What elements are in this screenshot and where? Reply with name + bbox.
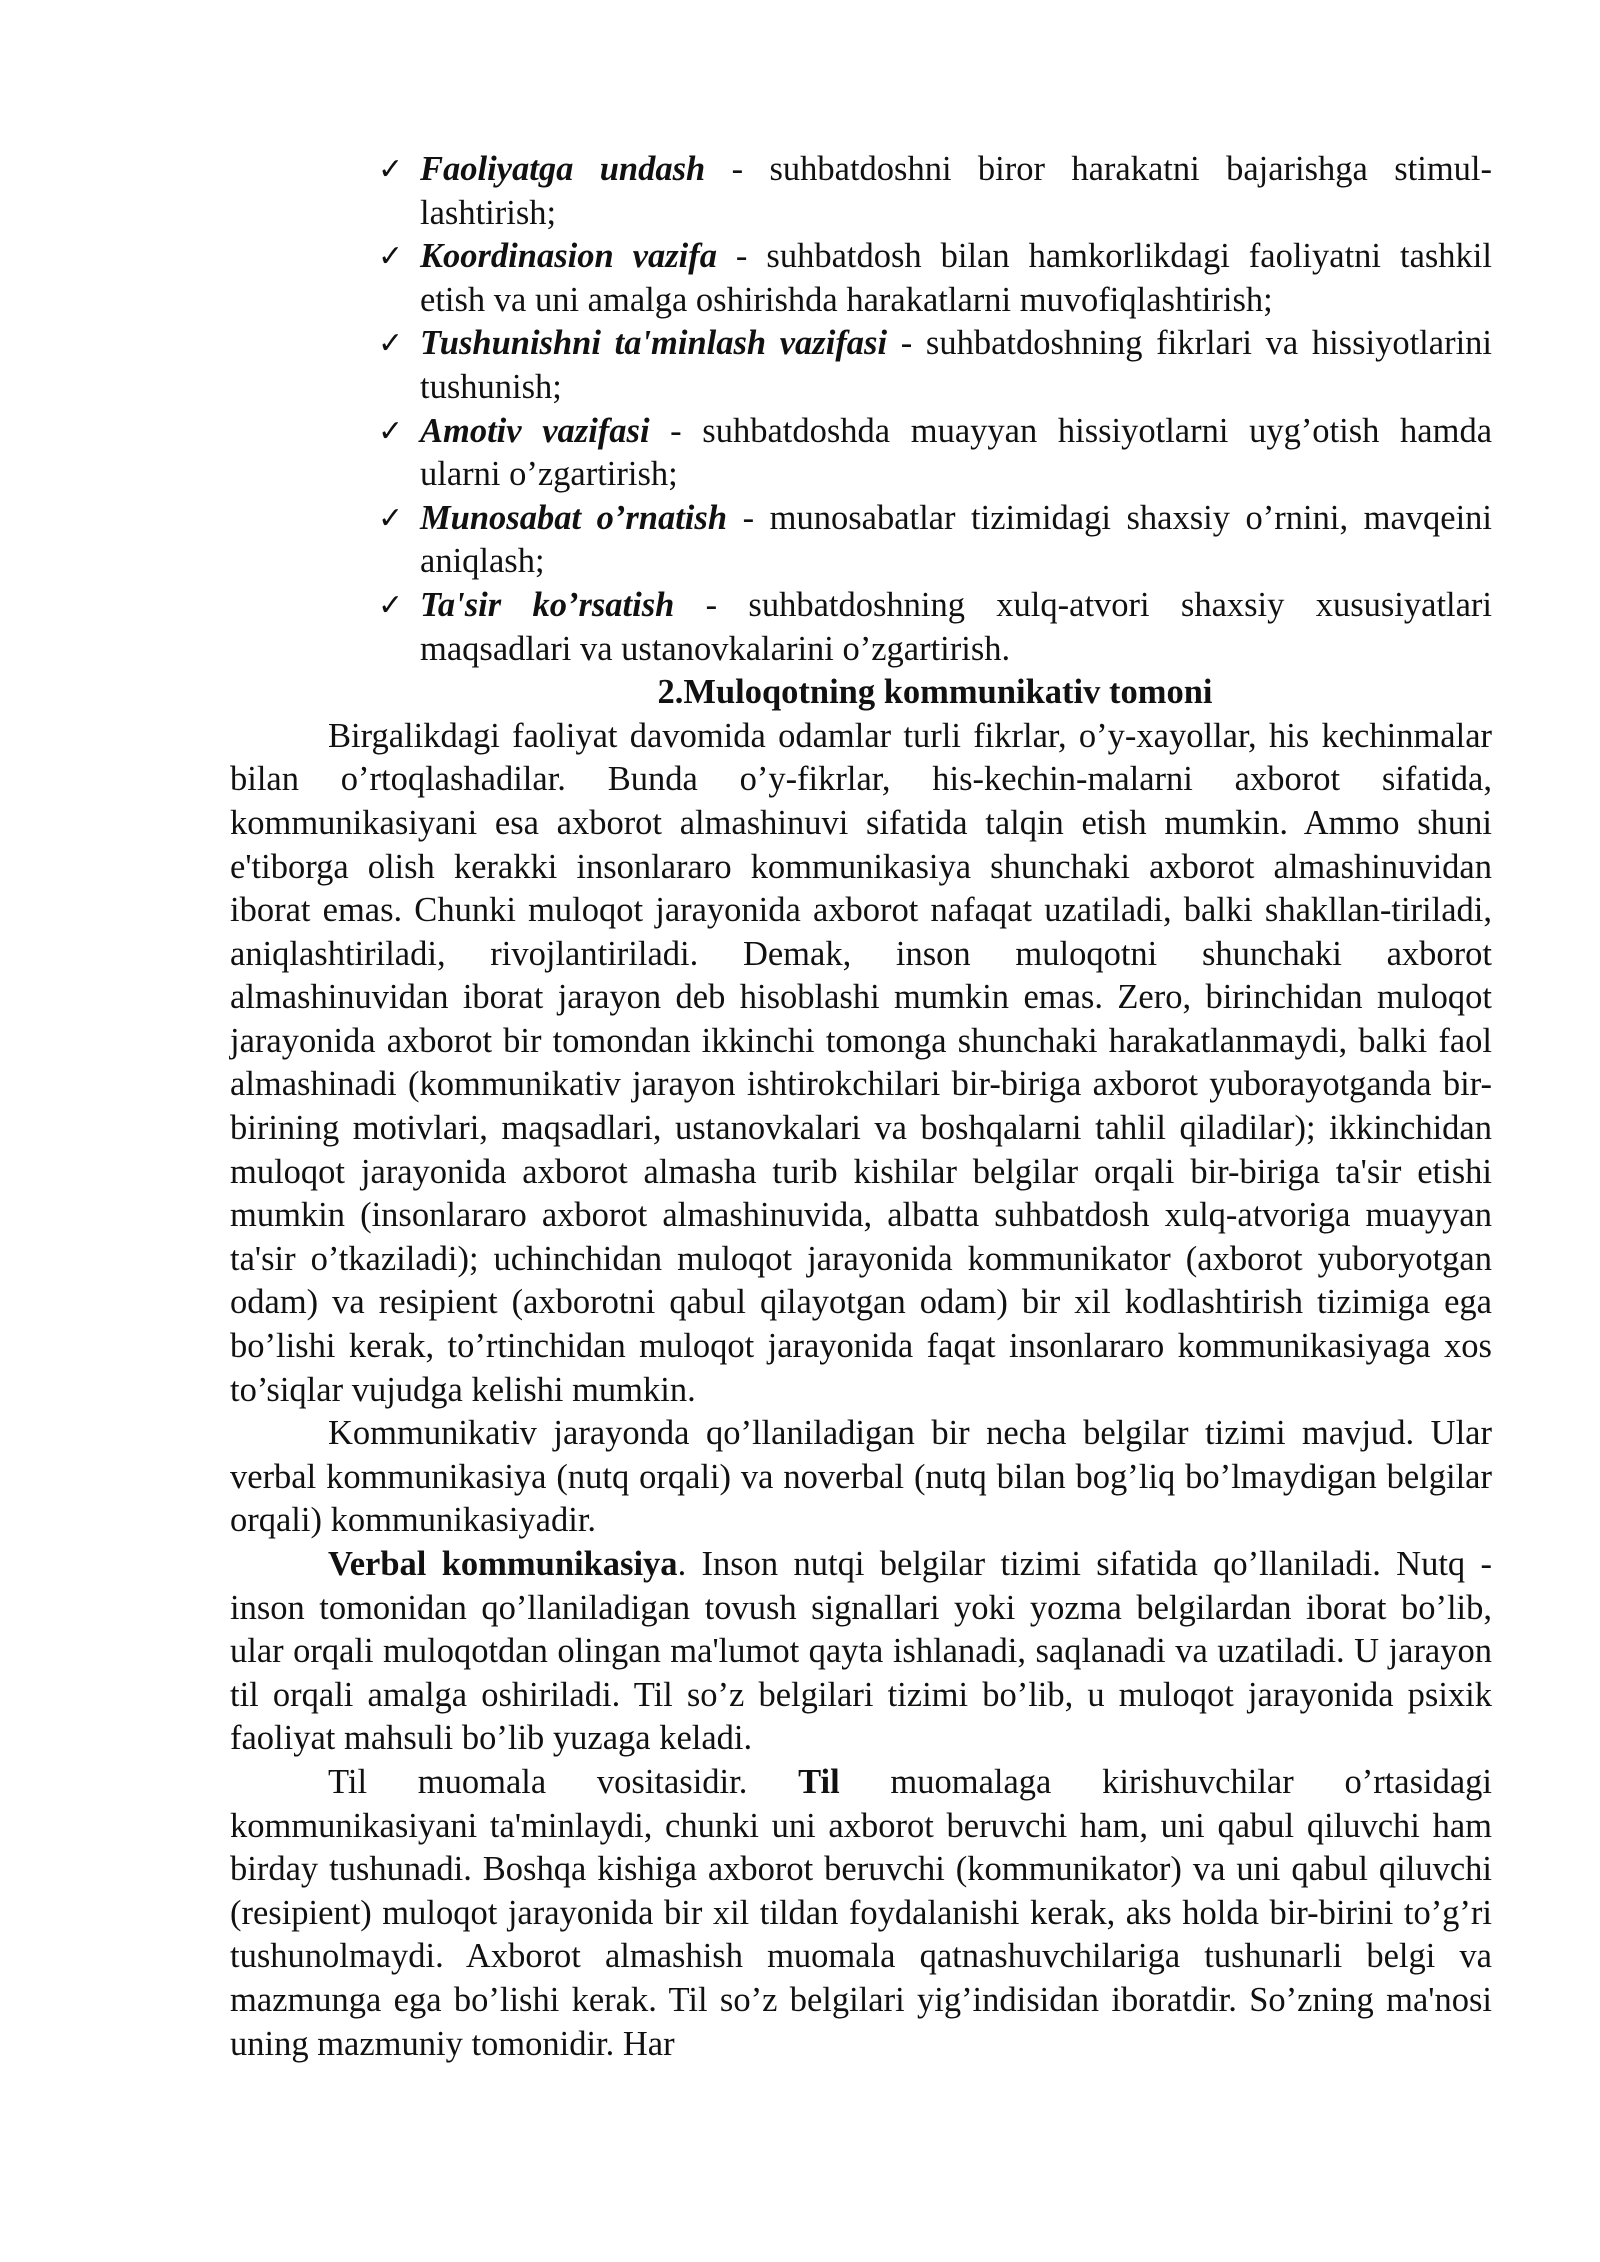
list-item <box>378 148 1492 235</box>
checkmark-icon: ✓ <box>378 239 404 275</box>
list-item-term: Koordinasion vazifa <box>420 237 717 276</box>
checkmark-icon: ✓ <box>378 413 404 449</box>
paragraph-1: Birgalikdagi faoliyat davomida odamlar turli fikrlar, o’y-xayollar, his kechinmalar bilan o’rtoqlashadilar. Bunda o’y-fikrlar, his-kechin-malarni axborot sifatida, kommunikasiyani esa axborot almashinuvi sifatida talqin etish mumkin. Ammo shuni e'tiborga olish kerakki insonlararo kommunikasiya shunchaki axborot almashinuvidan iborat emas. Chunki muloqot jarayonida axborot nafaqat uzatiladi, balki shakllan-tiriladi, aniqlashtiriladi, rivojlantiriladi. Demak, inson muloqotni shunchaki axborot almashinuvidan iborat jarayon deb hisoblashi mumkin emas. Zero, birinchidan muloqot jarayonida axborot bir tomondan ikkinchi tomonga shunchaki harakatlanmaydi, balki faol almashinadi (kommunikativ jarayon ishtirokchilari bir-biriga axborot yuborayotganda bir-birining motivlari, maqsadlari, ustanovkalari va boshqalarni tahlil qiladilar); ikkinchidan muloqot jarayonida axborot almasha turib kishilar belgilar orqali bir-biriga ta'sir etishi mumkin (insonlararo axborot almashinuvida, albatta suhbatdosh xulq-atvoriga muayyan ta'sir o’tkaziladi); uchinchidan muloqot jarayonida kommunikator (axborot yuboryotgan odam) va resipient (axborotni qabul qilayotgan odam) bir xil kodlashtirish tizimiga ega bo’lishi kerak, to’rtinchidan muloqot jarayonida faqat insonlararo kommunikasiyaga xos to’siqlar vujudga kelishi mumkin. <box>230 716 1492 1409</box>
paragraph-4 <box>230 1761 1492 2066</box>
paragraph-4-start: Til muomala vositasidir. <box>328 1762 799 1801</box>
paragraph-3 <box>230 1543 1492 1761</box>
list-item <box>378 497 1492 584</box>
list-item-text: - suhbatdosh bilan hamkorlikdagi faoliyatni tashkil etish va uni amalga oshirishda harakatlarni muvofiqlashtirish; <box>420 237 1492 319</box>
checkmark-icon: ✓ <box>378 326 404 362</box>
list-item-text: - suhbatdoshda muayyan hissiyotlarni uyg’otish hamda ularni o’zgartirish; <box>420 411 1493 494</box>
list-item-term: Ta'sir ko’rsatish <box>420 585 675 624</box>
checkmark-icon: ✓ <box>378 500 404 536</box>
paragraph-2: Kommunikativ jarayonda qo’llaniladigan bir necha belgilar tizimi mavjud. Ular verbal kommunikasiya (nutq orqali) va noverbal (nutq bilan bog’liq bo’lmaydigan belgilar orqali) kommunikasiyadir. <box>230 1414 1492 1540</box>
checkmark-icon: ✓ <box>378 587 404 623</box>
paragraph-4-bold-term: Til <box>798 1762 840 1801</box>
function-list <box>378 148 1492 671</box>
list-item <box>378 322 1492 409</box>
page-content <box>230 148 1492 2066</box>
list-item <box>378 235 1492 322</box>
paragraph-3-bold-term: Verbal kommunikasiya <box>328 1545 678 1583</box>
list-item-text: - munosabatlar tizimidagi shaxsiy o’rnini, mavqeini aniqlash; <box>420 498 1493 581</box>
list-item-term: Tushunishni ta'minlash vazifasi <box>420 324 888 363</box>
list-item-term: Faoliyatga undash <box>420 150 706 188</box>
list-item-text: - suhbatdoshni biror harakatni bajarishga stimul-lashtirish; <box>420 150 1492 232</box>
section-heading: 2.Muloqotning kommunikativ tomoni <box>657 673 1213 712</box>
list-item <box>378 584 1492 671</box>
list-item-text: - suhbatdoshning xulq-atvori shaxsiy xususiyatlari maqsadlari va ustanovkalarini o’zgartirish. <box>420 585 1492 668</box>
list-item-term: Amotiv vazifasi <box>420 411 650 450</box>
list-item <box>378 410 1492 497</box>
checkmark-icon: ✓ <box>378 152 404 187</box>
paragraph-4-text: muomalaga kirishuvchilar o’rtasidagi kommunikasiyani ta'minlaydi, chunki uni axborot beruvchi ham, uni qabul qiluvchi ham birday tushunadi. Boshqa kishiga axborot beruvchi (kommunikator) va uni qabul qiluvchi (resipient) muloqot jarayonida bir xil tildan foydalanishi kerak, aks holda bir-birini to’g’ri tushunolmaydi. Axborot almashish muomala qatnashuvchilariga tushunarli belgi va mazmunga ega bo’lishi kerak. Til so’z belgilari yig’indisidan iboratdir. So’zning ma'nosi uning mazmuniy tomonidir. Har <box>230 1762 1492 2063</box>
list-item-term: Munosabat o’rnatish <box>420 498 728 537</box>
list-item-text: - suhbatdoshning fikrlari va hissiyotlarini tushunish; <box>420 324 1492 406</box>
paragraph-3-text: . Inson nutqi belgilar tizimi sifatida qo’llaniladi. Nutq - inson tomonidan qo’llaniladigan tovush signallari yoki yozma belgilardan iborat bo’lib, ular orqali muloqotdan olingan ma'lumot qayta ishlanadi, saqlanadi va uzatiladi. U jarayon til orqali amalga oshiriladi. Til so’z belgilari tizimi bo’lib, u muloqot jarayonida psixik faoliyat mahsuli bo’lib yuzaga keladi. <box>230 1545 1492 1758</box>
